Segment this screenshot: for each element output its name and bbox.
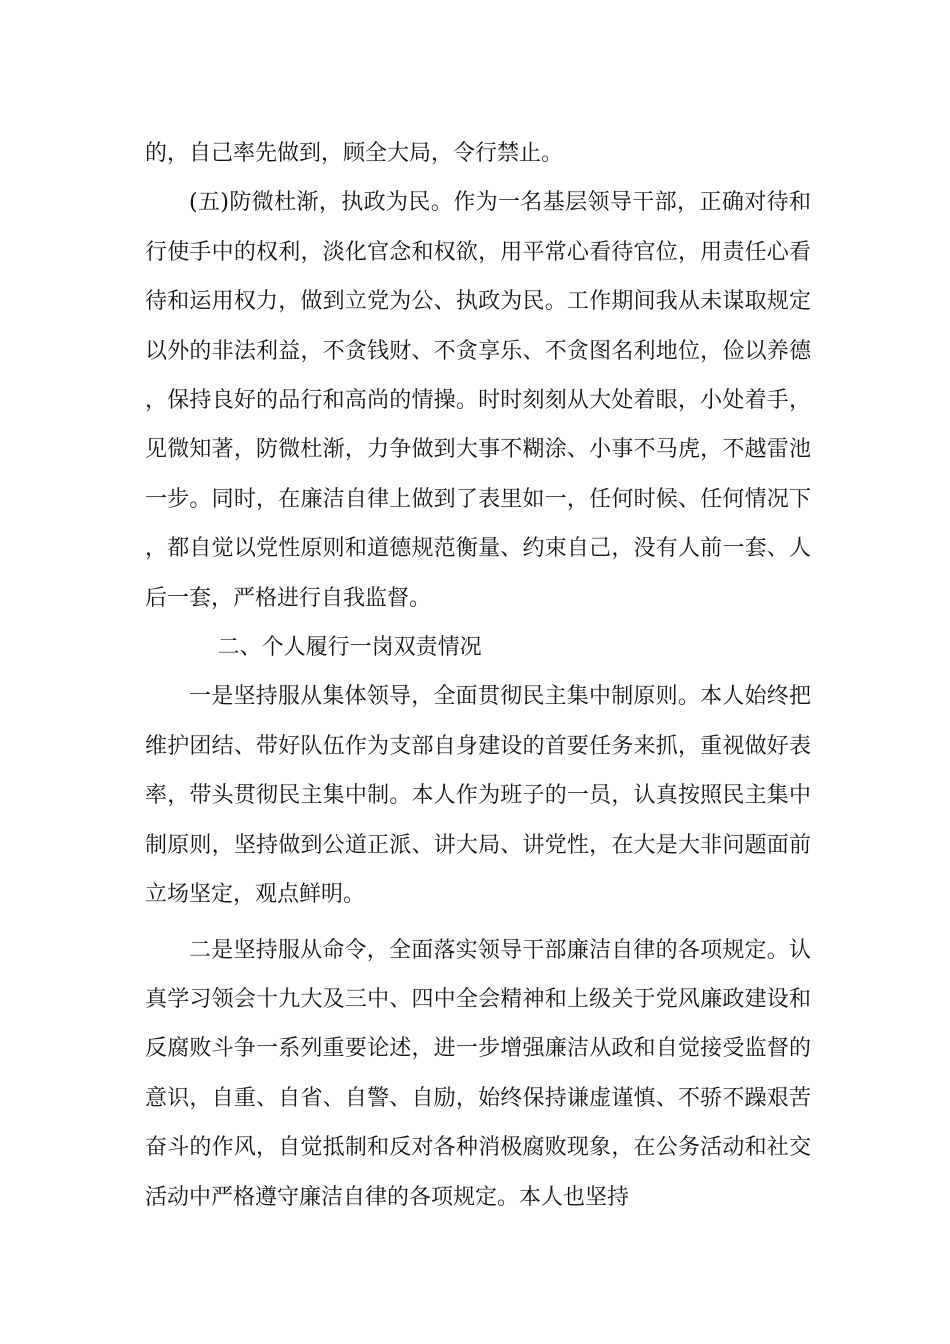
paragraph-continuation: 的，自己率先做到，顾全大局，令行禁止。 (145, 141, 564, 166)
document-body (145, 129, 811, 1222)
section-heading-two: 二、个人履行一岗双责情况 (217, 635, 482, 661)
paragraph-five: (五)防微杜渐，执政为民。作为一名基层领导干部，正确对待和行使手中的权利，淡化官念和权欲，用平常心看待官位，用责任心看待和运用权力，做到立党为公、执政为民。工作期间我从未谋取规定以外的非法利益，不贪钱财、不贪享乐、不贪图名利地位，俭以养德，保持良好的品行和高尚的情操。时时刻刻从大处着眼，小处着手，见微知著，防微杜渐，力争做到大事不糊涂、小事不马虎，不越雷池一步。同时，在廉洁自律上做到了表里如一，任何时候、任何情况下，都自觉以党性原则和道德规范衡量、约束自己，没有人前一套、人后一套，严格进行自我监督。 (145, 190, 811, 611)
paragraph-item-two: 二是坚持服从命令，全面落实领导干部廉洁自律的各项规定。认真学习领会十九大及三中、四中全会精神和上级关于党风廉政建设和反腐败斗争一系列重要论述，进一步增强廉洁从政和自觉接受监督的意识，自重、自省、自警、自励，始终保持谦虚谨慎、不骄不躁艰苦奋斗的作风，自觉抵制和反对各种消极腐败现象，在公务活动和社交活动中严格遵守廉洁自律的各项规定。本人也坚持 (145, 937, 811, 1210)
paragraph-item-one: 一是坚持服从集体领导，全面贯彻民主集中制原则。本人始终把维护团结、带好队伍作为支部自身建设的首要任务来抓，重视做好表率，带头贯彻民主集中制。本人作为班子的一员，认真按照民主集中制原则，坚持做到公道正派、讲大局、讲党性，在大是大非问题面前立场坚定，观点鲜明。 (145, 684, 811, 908)
